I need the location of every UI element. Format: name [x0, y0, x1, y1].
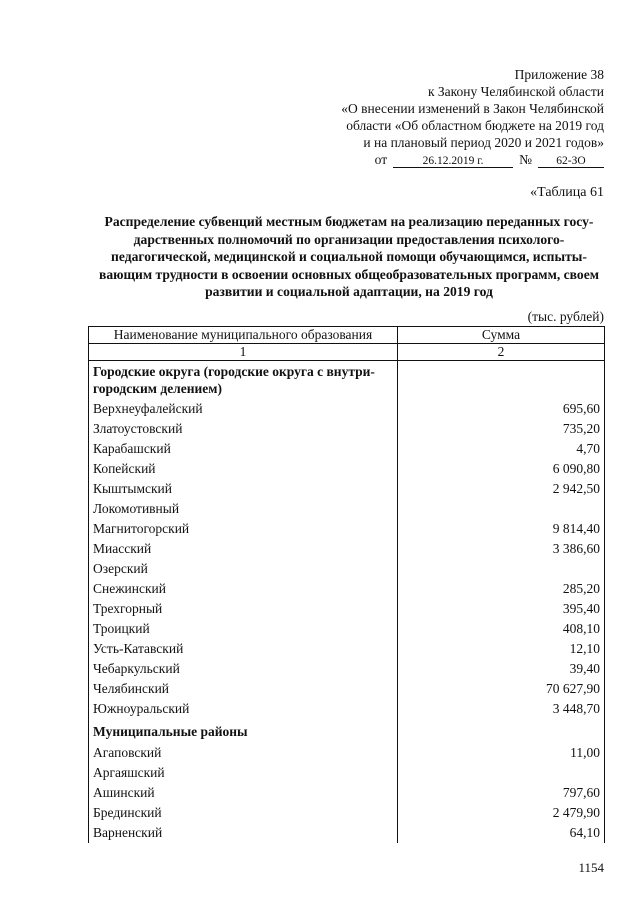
subsidy-sum: 285,20 — [398, 579, 605, 599]
municipality-name: Аргаяшский — [89, 763, 398, 783]
municipality-name: Снежинский — [89, 579, 398, 599]
table-row — [89, 743, 605, 763]
appendix-line-2: к Закону Челябинской области — [427, 84, 604, 99]
appendix-line-4: области «Об областном бюджете на 2019 год — [346, 118, 604, 133]
table-row — [89, 539, 605, 559]
table-row — [89, 439, 605, 459]
municipality-name: Чебаркульский — [89, 659, 398, 679]
subsidy-sum — [398, 499, 605, 519]
municipality-name: Озерский — [89, 559, 398, 579]
subsidy-table — [88, 326, 605, 843]
municipality-name: Ашинский — [89, 783, 398, 803]
table-row — [89, 579, 605, 599]
municipality-name: Миасский — [89, 539, 398, 559]
municipality-name: Троицкий — [89, 619, 398, 639]
table-row — [89, 803, 605, 823]
subsidy-sum — [398, 719, 605, 743]
municipality-name: Верхнеуфалейский — [89, 399, 398, 419]
table-row — [89, 763, 605, 783]
number-prefix: № — [519, 152, 532, 167]
appendix-line-1: Приложение 38 — [514, 67, 604, 82]
municipality-name: Локомотивный — [89, 499, 398, 519]
municipality-name: Копейский — [89, 459, 398, 479]
appendix-line-5: и на плановый период 2020 и 2021 годов» — [363, 135, 604, 150]
municipality-name: Карабашский — [89, 439, 398, 459]
municipality-name: Магнитогорский — [89, 519, 398, 539]
law-number: 62-ЗО — [538, 155, 604, 168]
table-row — [89, 699, 605, 719]
table-row — [89, 619, 605, 639]
header-row — [89, 327, 605, 344]
group-header-row — [89, 361, 605, 400]
page-number: 1154 — [578, 860, 604, 875]
table-row — [89, 519, 605, 539]
table-row — [89, 639, 605, 659]
group-header-row — [89, 719, 605, 743]
table-body — [89, 361, 605, 844]
table-row — [89, 783, 605, 803]
subsidy-sum — [398, 361, 605, 400]
subsidy-sum: 39,40 — [398, 659, 605, 679]
subsidy-sum: 395,40 — [398, 599, 605, 619]
municipality-name: Городские округа (городские округа с внутри-городским делением) — [89, 361, 398, 400]
subsidy-sum: 11,00 — [398, 743, 605, 763]
subsidy-sum: 12,10 — [398, 639, 605, 659]
subsidy-sum: 6 090,80 — [398, 459, 605, 479]
subsidy-sum: 695,60 — [398, 399, 605, 419]
subsidy-sum — [398, 559, 605, 579]
municipality-name: Златоустовский — [89, 419, 398, 439]
municipality-name: Брединский — [89, 803, 398, 823]
table-row — [89, 399, 605, 419]
appendix-header — [264, 66, 604, 168]
municipality-name: Усть-Катавский — [89, 639, 398, 659]
column-number-row — [89, 344, 605, 361]
municipality-name: Южноуральский — [89, 699, 398, 719]
municipality-name: Муниципальные районы — [89, 719, 398, 743]
column-number-2: 2 — [398, 344, 605, 361]
subsidy-sum: 3 386,60 — [398, 539, 605, 559]
date-prefix: от — [374, 152, 388, 167]
units-label: (тыс. рублей) — [527, 309, 604, 324]
subsidy-sum: 64,10 — [398, 823, 605, 843]
document-title: Распределение субвенций местным бюджетам на реализацию переданных госу-дарственных полномочий по организации предоставления психолого-педагогической, медицинской и социальной помощи обучающимся, испыты-вающим трудности в освоении основных общеобразовательных программ, своем развитии и социальной адаптации, на 2019 год — [98, 214, 599, 299]
table-row — [89, 599, 605, 619]
law-date-number-line — [264, 151, 604, 168]
municipality-name: Челябинский — [89, 679, 398, 699]
subsidy-sum: 2 479,90 — [398, 803, 605, 823]
column-number-1: 1 — [89, 344, 398, 361]
table-row — [89, 459, 605, 479]
table-row — [89, 659, 605, 679]
subsidy-sum: 9 814,40 — [398, 519, 605, 539]
municipality-name: Трехгорный — [89, 599, 398, 619]
table-row — [89, 559, 605, 579]
header-sum: Сумма — [398, 327, 605, 344]
subsidy-sum: 735,20 — [398, 419, 605, 439]
subsidy-sum: 2 942,50 — [398, 479, 605, 499]
appendix-line-3: «О внесении изменений в Закон Челябинской — [341, 101, 604, 116]
table-row — [89, 823, 605, 843]
header-name: Наименование муниципального образования — [89, 327, 398, 344]
table-row — [89, 479, 605, 499]
subsidy-sum: 797,60 — [398, 783, 605, 803]
subsidy-sum — [398, 763, 605, 783]
table-row — [89, 499, 605, 519]
table-row — [89, 419, 605, 439]
subsidy-sum: 3 448,70 — [398, 699, 605, 719]
law-date: 26.12.2019 г. — [393, 155, 513, 168]
municipality-name: Агаповский — [89, 743, 398, 763]
municipality-name: Кыштымский — [89, 479, 398, 499]
table-label: «Таблица 61 — [530, 185, 604, 200]
municipality-name: Варненский — [89, 823, 398, 843]
subsidy-sum: 408,10 — [398, 619, 605, 639]
table-row — [89, 679, 605, 699]
subsidy-sum: 70 627,90 — [398, 679, 605, 699]
subsidy-sum: 4,70 — [398, 439, 605, 459]
